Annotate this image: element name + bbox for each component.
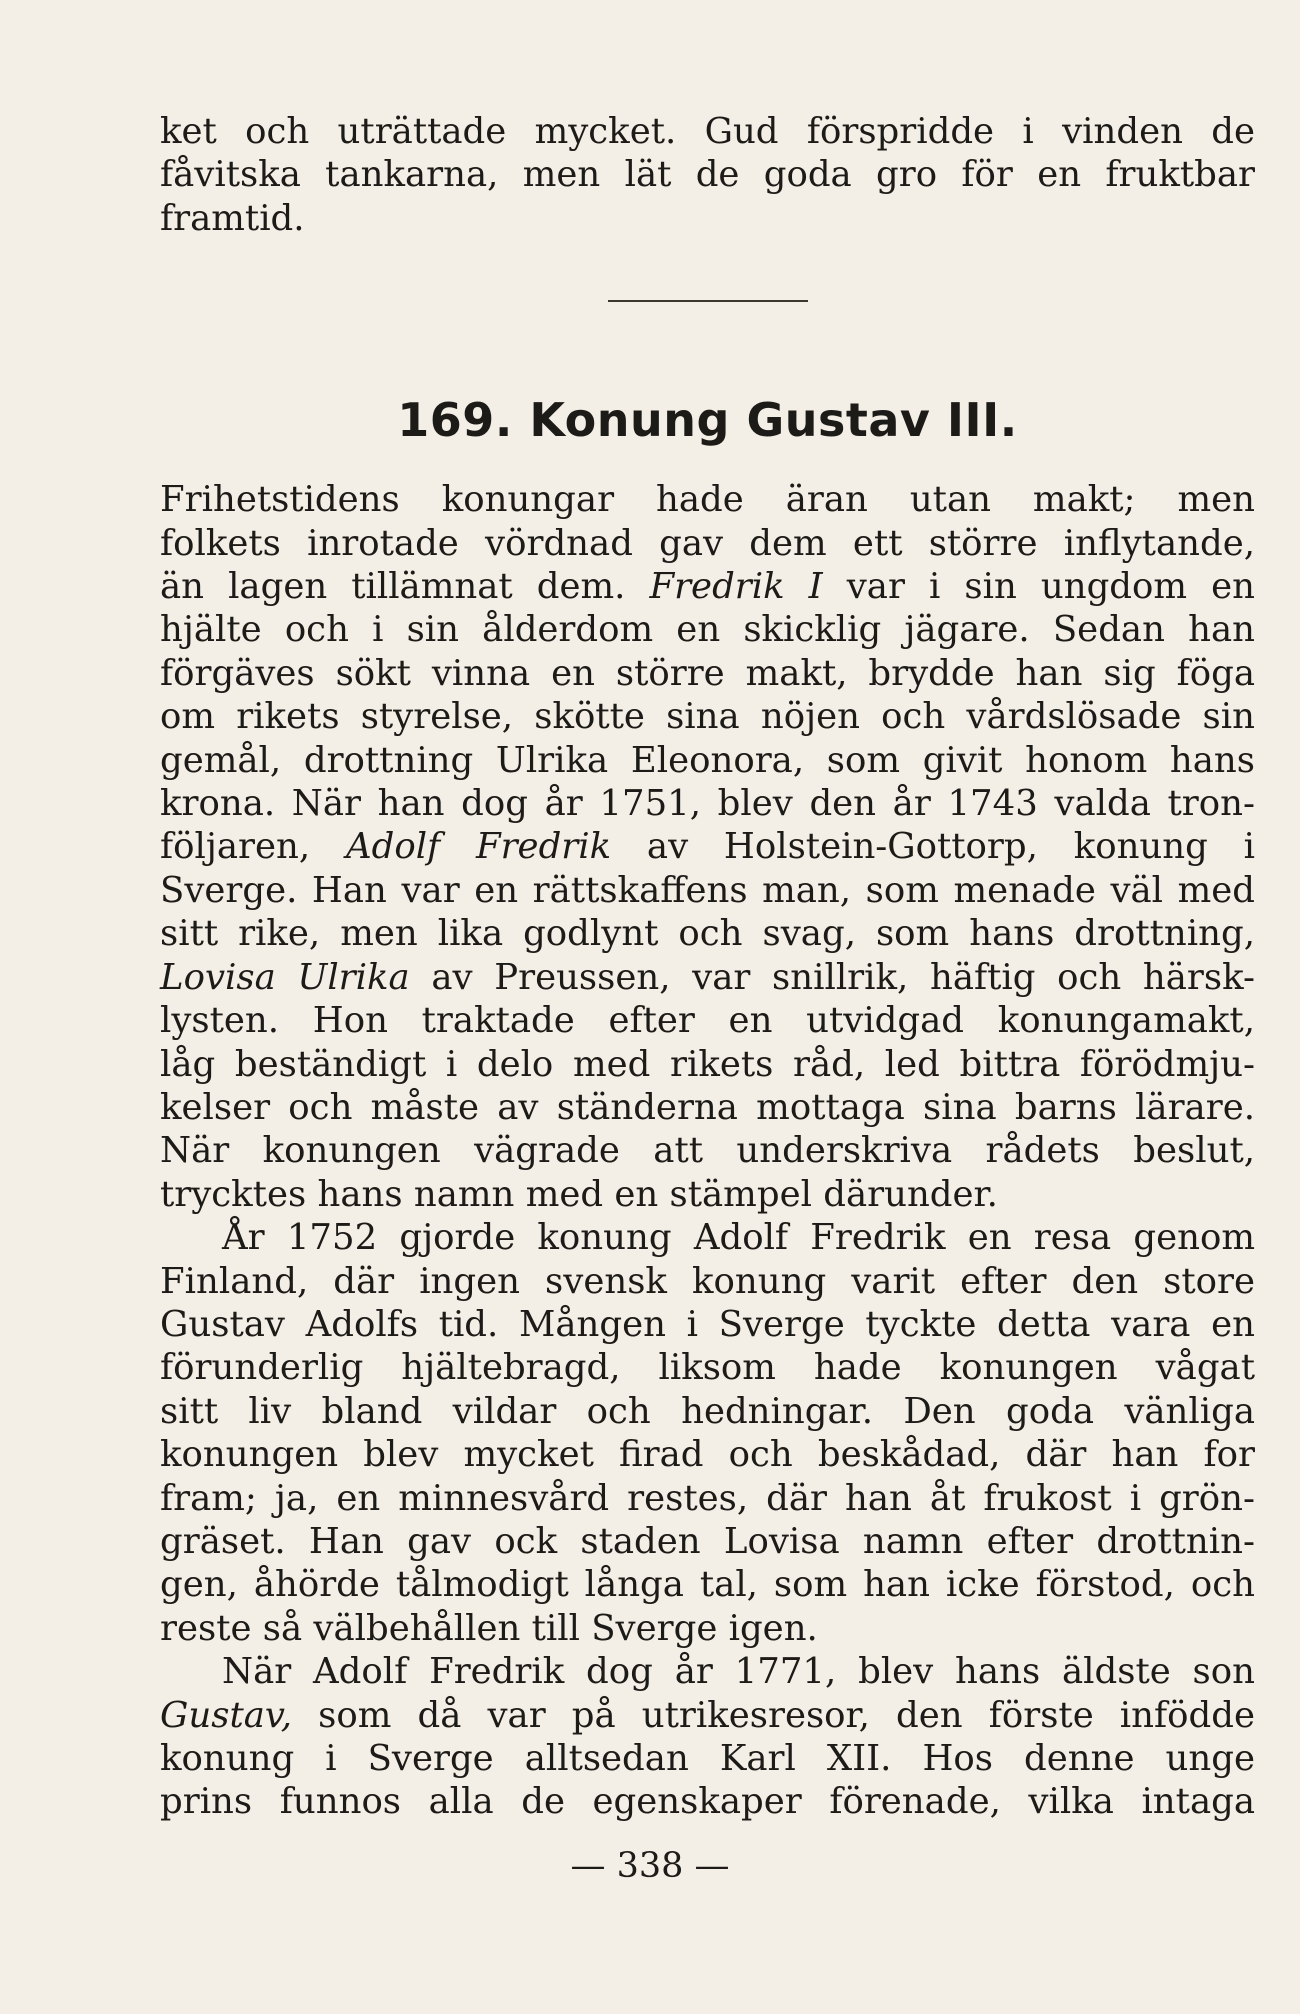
text-line: gräset. Han gav ock staden Lovisa namn efter drottnin- bbox=[160, 1520, 1255, 1562]
text-line: sitt rike, men lika godlynt och svag, som hans drottning, bbox=[160, 913, 1255, 955]
text-line: När Adolf Fredrik dog år 1771, blev hans äldste son bbox=[222, 1651, 1255, 1693]
paragraph bbox=[160, 1216, 1255, 1650]
text-line: Lovisa Ulrika av Preussen, var snillrik, häftig och härsk- bbox=[160, 956, 1255, 998]
text-line: Gustav Adolfs tid. Mången i Sverge tyckte detta vara en bbox=[160, 1303, 1255, 1345]
text-line: förunderlig hjältebragd, liksom hade konungen vågat bbox=[160, 1347, 1255, 1389]
section-heading bbox=[160, 394, 1255, 446]
text-line: reste så välbehållen till Sverge igen. bbox=[160, 1607, 818, 1649]
text-line: År 1752 gjorde konung Adolf Fredrik en resa genom bbox=[222, 1217, 1255, 1259]
text-line: När konungen vägrade att underskriva rådets beslut, bbox=[160, 1130, 1255, 1172]
text-line: trycktes hans namn med en stämpel därunder. bbox=[160, 1173, 998, 1215]
text-line: konung i Sverge alltsedan Karl XII. Hos denne unge bbox=[160, 1738, 1255, 1779]
text-line: fram; ja, en minnesvård restes, där han åt frukost i grön- bbox=[160, 1477, 1255, 1519]
text-line: konungen blev mycket firad och beskådad, där han for bbox=[160, 1434, 1255, 1476]
text-line: Gustav, som då var på utrikesresor, den förste infödde bbox=[160, 1694, 1255, 1736]
section-title: Konung Gustav III. bbox=[529, 393, 1018, 448]
text-line: Sverge. Han var en rättskaffens man, som menade väl med bbox=[160, 869, 1255, 911]
text-line: förgäves sökt vinna en större makt, brydde han sig föga bbox=[160, 652, 1255, 694]
italic-name: Lovisa Ulrika bbox=[160, 956, 410, 998]
section-number: 169. bbox=[397, 393, 513, 448]
text-line: ket och uträttade mycket. Gud förspridde i vinden de bbox=[160, 111, 1255, 152]
text-line: hjälte och i sin ålderdom en skicklig jägare. Sedan han bbox=[160, 609, 1255, 651]
text-line: än lagen tillämnat dem. Fredrik I var i sin ungdom en bbox=[160, 566, 1255, 608]
text-line: framtid. bbox=[160, 197, 305, 239]
text-line: krona. När han dog år 1751, blev den år 1743 valda tron- bbox=[160, 783, 1255, 825]
text-line: folkets inrotade vördnad gav dem ett större inflytande, bbox=[160, 522, 1255, 564]
text-line: låg beständigt i delo med rikets råd, led bittra förödmju- bbox=[160, 1043, 1255, 1085]
text-line: gen, åhörde tålmodigt långa tal, som han icke förstod, och bbox=[160, 1564, 1255, 1606]
text-line: fåvitska tankarna, men lät de goda gro för en fruktbar bbox=[160, 154, 1255, 196]
italic-name: Adolf Fredrik bbox=[345, 826, 612, 868]
body-text bbox=[160, 478, 1255, 1824]
text-line: Finland, där ingen svensk konung varit efter den store bbox=[160, 1260, 1255, 1302]
paragraph bbox=[160, 1650, 1255, 1824]
text-line: följaren, Adolf Fredrik av Holstein-Gottorp, konung i bbox=[160, 826, 1256, 868]
italic-name: Fredrik I bbox=[649, 566, 823, 608]
intro-paragraph bbox=[160, 110, 1255, 240]
text-line: sitt liv bland vildar och hedningar. Den goda vänliga bbox=[160, 1390, 1255, 1432]
text-line: lysten. Hon traktade efter en utvidgad konungamakt, bbox=[160, 1000, 1255, 1042]
text-line: kelser och måste av ständerna mottaga sina barns lärare. bbox=[160, 1086, 1255, 1128]
text-line: prins funnos alla de egenskaper förenade, vilka intaga bbox=[160, 1781, 1255, 1823]
page-number: — 338 — bbox=[570, 1846, 730, 1886]
book-page bbox=[160, 110, 1255, 1990]
italic-name: Gustav, bbox=[160, 1694, 292, 1736]
section-divider bbox=[608, 300, 808, 302]
text-line: gemål, drottning Ulrika Eleonora, som givit honom hans bbox=[160, 739, 1255, 781]
text-line: Frihetstidens konungar hade äran utan makt; men bbox=[160, 479, 1255, 521]
text-line: om rikets styrelse, skötte sina nöjen och vårdslösade sin bbox=[160, 696, 1255, 738]
paragraph bbox=[160, 478, 1255, 1216]
